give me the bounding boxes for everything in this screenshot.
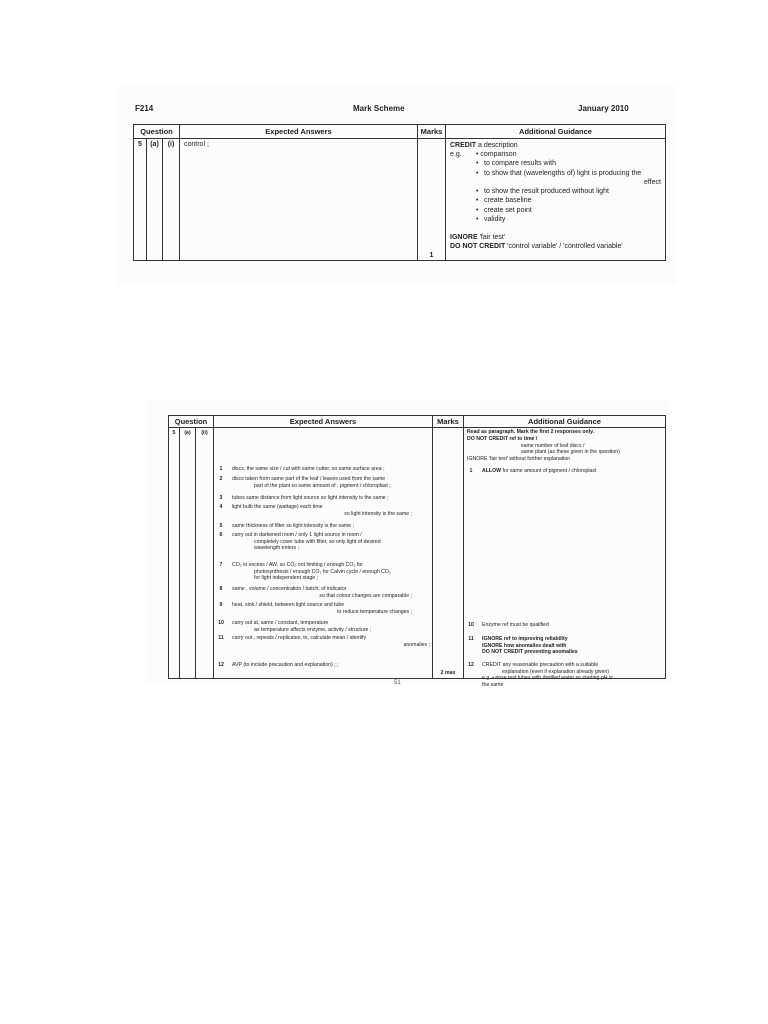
col-header-question: Question [169,416,214,428]
guidance-bullet: • create baseline [472,196,661,205]
do-not-credit-label: DO NOT CREDIT [450,243,506,251]
document-title: Mark Scheme [353,104,405,113]
col-header-expected-answers: Expected Answers [214,416,433,428]
mark-scheme-page-bottom [146,400,670,688]
mark-scheme-table-1 [133,124,666,261]
guidance-bullet: • to compare results with [472,159,661,168]
question-part: (a) [147,139,163,261]
col-header-expected-answers: Expected Answers [180,125,418,139]
col-header-question: Question [134,125,180,139]
col-header-additional-guidance: Additional Guidance [446,125,666,139]
expected-answers-cell: 1 discs, the same size / cut with same cutter, so same surface area ; 2 discs taken from same part of the leaf / leaves used from the same part of the plant so same amount of , pigment / chloroplast ; 3 tubes same distance from light source so light intensity is the same ; 4 light bulb the same (wattage) each time so light intensity is the same ; 5 same thickness of filter so light intensity is the same ; 6 carry out in darkened room / only 1 light source in room / completely cover tube with filter, so only light of desired wavelength enters ; 7 CO₂ in excess / AW, so CO₂ not limiting / enough CO₂ for photosynthesis / enough CO₂ for Calvin cycle / enough CO₂ for light independent stage ; 8 same , volume / concentration / batch, of indicator so that colour changes are comparable ; 9 heat, sink / shield, between light source and tube to reduce temperature changes ; 10 carry out at, same / constant, temperature as temperature affects enzyme, activity / structure ; 11 carry out , repeats / replicates, to, calculate mean / identify anomalies ; 12 AVP (to include precaution and explanation) ; ; [214,428,433,679]
question-part: (a) [180,428,196,679]
question-number: 5 [134,139,147,261]
col-header-marks: Marks [418,125,446,139]
mark-scheme-page-top [118,88,675,284]
guidance-intro: Read as paragraph. Mark the first 2 responses only. DO NOT CREDIT ref to time / same number of leaf discs / same plant (as these given in the question) IGNORE 'fair test' without further explanation [467,429,620,462]
guidance-bullet: • create set point [472,206,661,215]
col-header-additional-guidance: Additional Guidance [464,416,666,428]
page-number: 51 [394,680,401,686]
guidance-cell: CREDIT a description e.g. • comparison • to compare results with • to show that (wavelengths of) light is producing the effect • to show the result produced without light • create baseline • create set point • validity IGNORE 'fair test' DO NOT CREDIT 'control variable' / 'controlled variable' [446,139,666,261]
expected-answer: control ; [180,139,418,261]
credit-label: CREDIT [450,142,477,149]
marks-cell [433,428,464,679]
marks-cell [418,139,446,261]
guidance-bullet: • to show the result produced without light [472,187,661,196]
guidance-bullet: • to show that (wavelengths of) light is producing the [472,169,661,178]
guidance-cell: Read as paragraph. Mark the first 2 responses only. DO NOT CREDIT ref to time / same number of leaf discs / same plant (as these given in the question) IGNORE 'fair test' without further explanation 1 ALLOW for same amount of pigment / chloroplast 10 Enzyme ref must be qualified 11 IGNORE ref to improving reliability IGNORE how anomalies dealt with DO NOT CREDIT preventing anomalies 12 CREDIT any reasonable precaution with a suitable explanation (even if explanation already given) e.g. • rinse test tubes with distilled water so starting pH is the same [464,428,666,679]
ignore-label: IGNORE [450,234,478,242]
col-header-marks: Marks [433,416,464,428]
document-date: January 2010 [578,104,629,113]
question-number: 5 [169,428,180,679]
marks-value: 1 [429,252,434,259]
question-subpart: (i) [163,139,180,261]
guidance-bullet: • validity [472,215,661,224]
marks-value: 2 max [440,670,456,676]
paper-code: F214 [135,104,154,113]
question-subpart: (ii) [196,428,214,679]
